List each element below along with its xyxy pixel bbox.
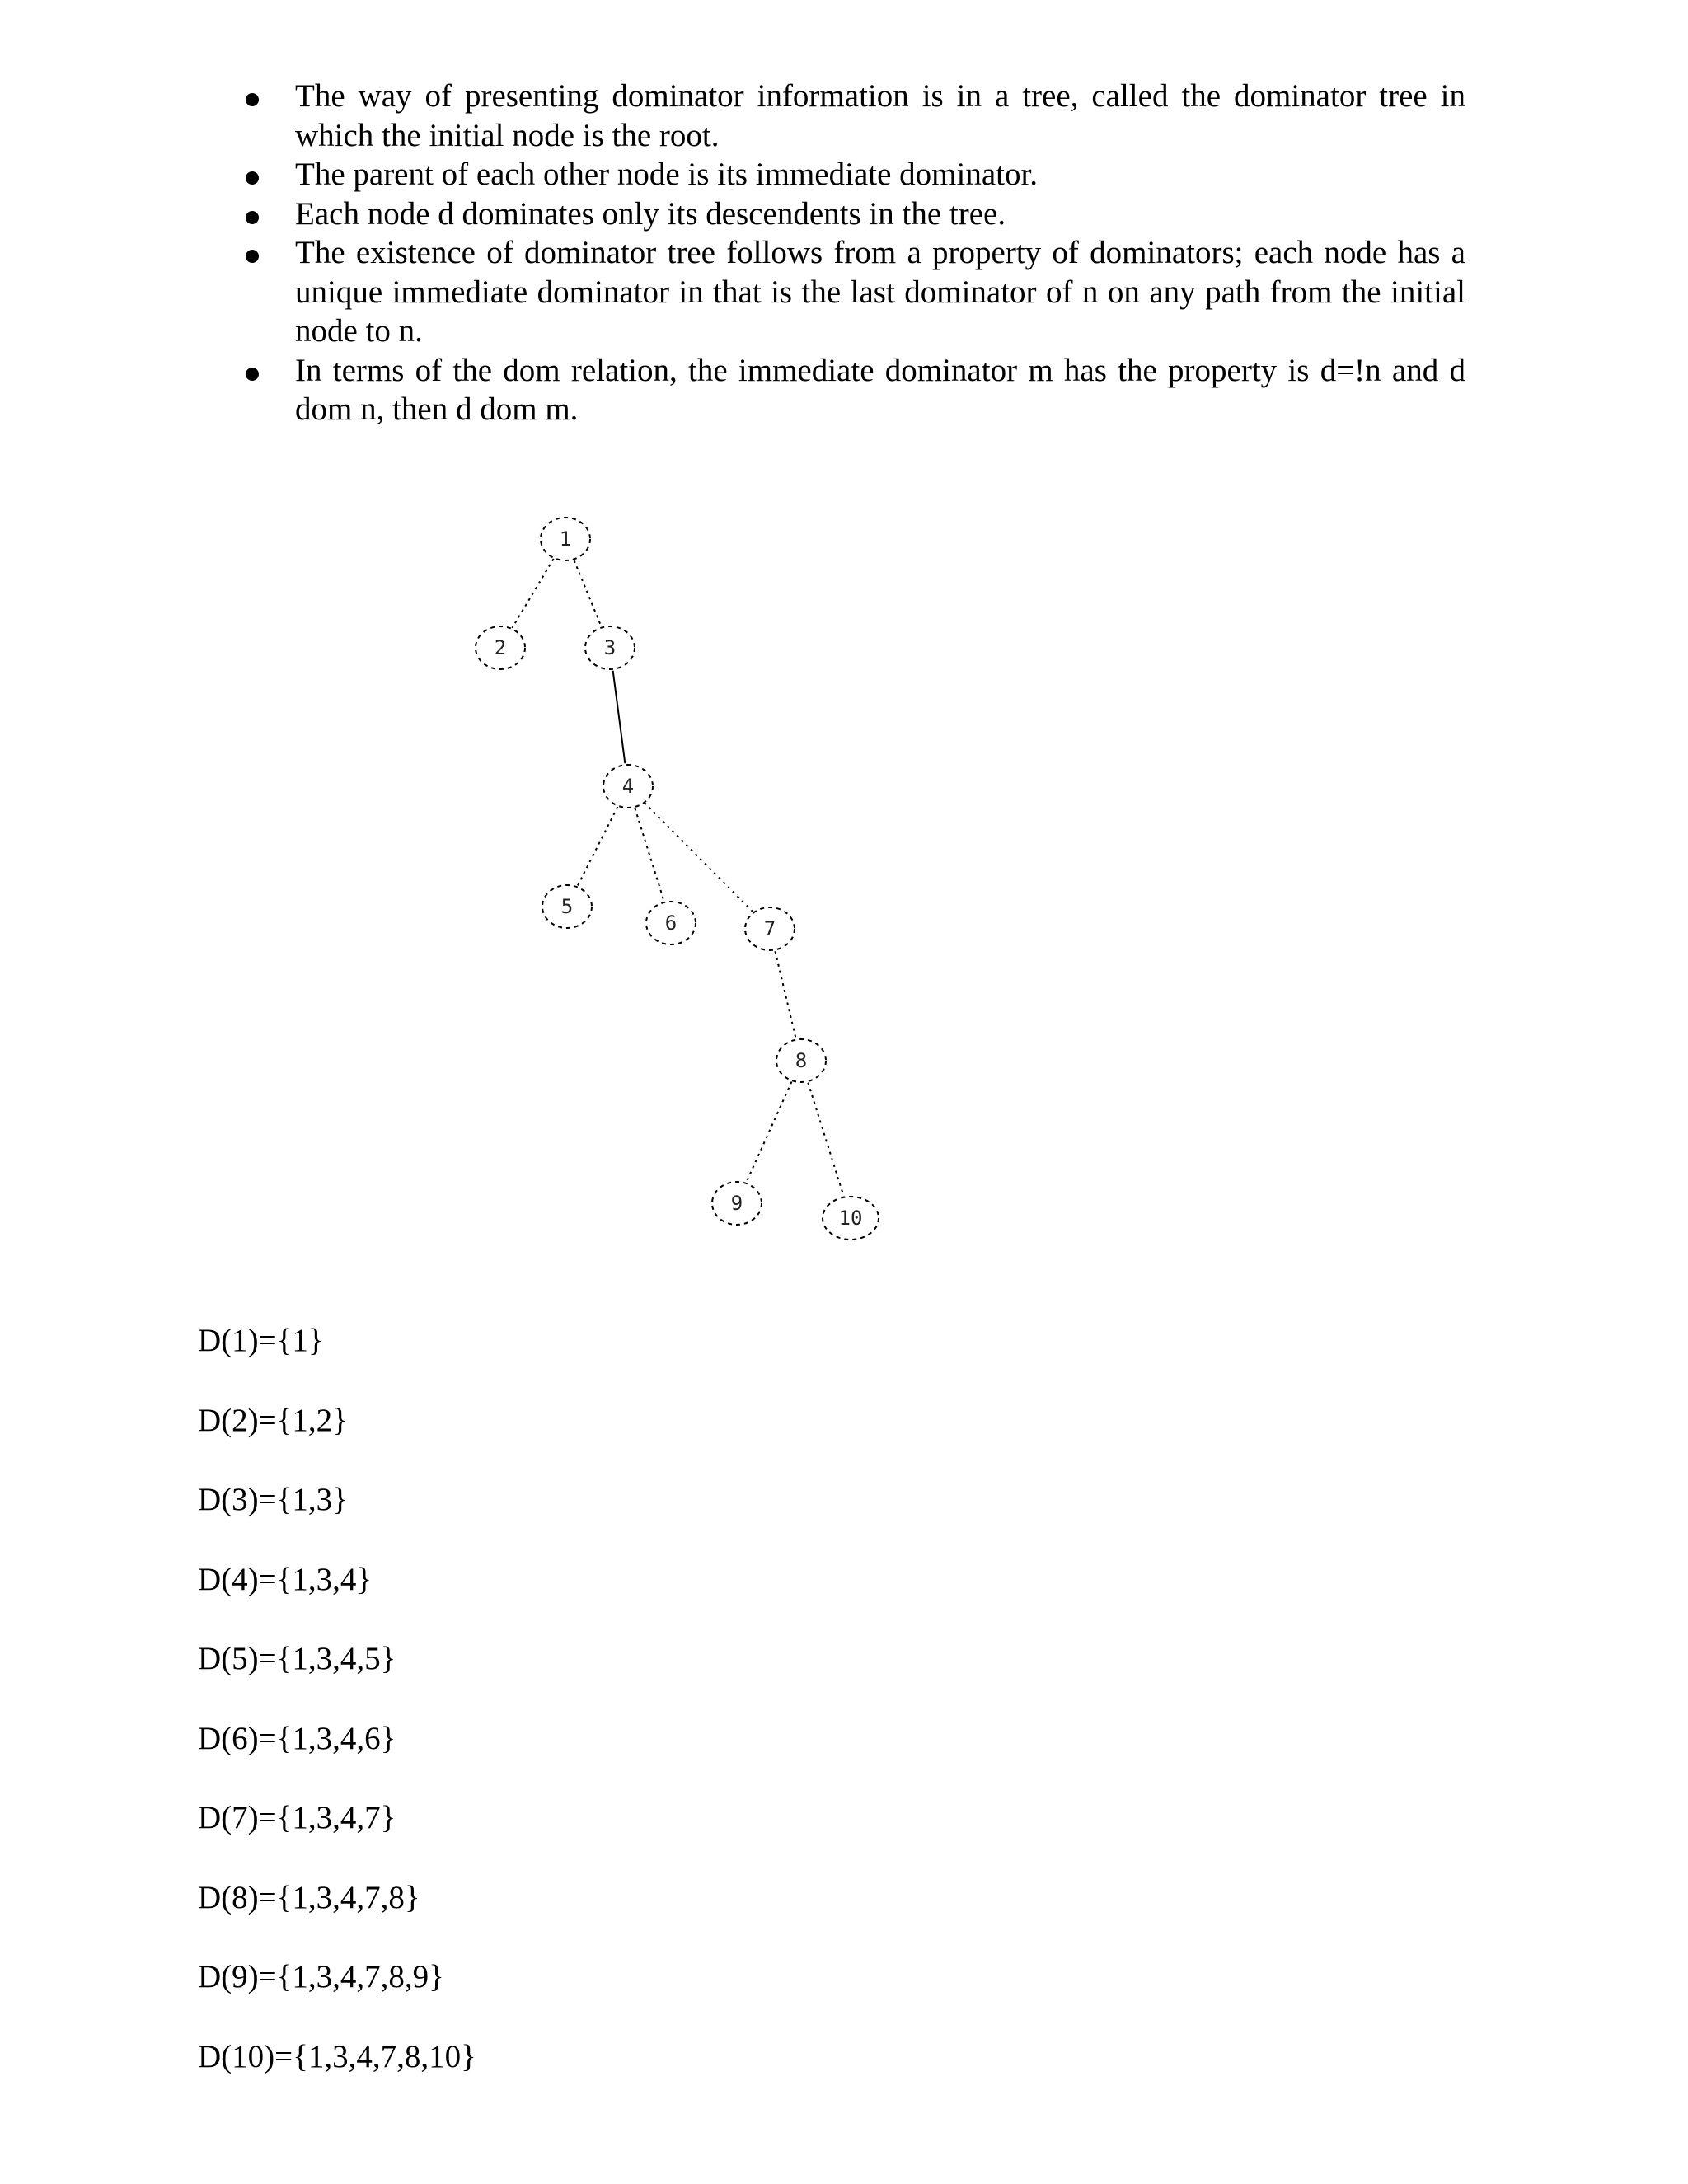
tree-edge — [635, 808, 663, 902]
tree-node-label: 4 — [621, 775, 635, 798]
tree-edge — [775, 951, 795, 1038]
tree-edge — [512, 559, 553, 628]
bullet-text: The way of presenting dominator information is in a tree, called the dominator tree in which the initial node is the root. — [295, 78, 1465, 153]
tree-node — [585, 626, 635, 669]
bullet-dot — [246, 93, 259, 106]
tree-node-label: 8 — [795, 1049, 808, 1072]
bullet-item — [229, 77, 1465, 155]
dominator-set: D(4)={1,3,4} — [198, 1561, 373, 1597]
tree-node — [823, 1197, 879, 1240]
bullet-dot — [246, 368, 259, 381]
tree-node-label: 7 — [763, 917, 776, 940]
tree-node — [476, 626, 525, 669]
tree-edge — [578, 807, 618, 886]
tree-node — [541, 518, 590, 560]
dominator-set: D(7)={1,3,4,7} — [198, 1800, 396, 1835]
bullet-text: Each node d dominates only its descendents in the tree. — [295, 195, 1006, 232]
dominator-set: D(10)={1,3,4,7,8,10} — [198, 2038, 476, 2074]
tree-node — [603, 765, 653, 808]
tree-node — [712, 1182, 762, 1225]
tree-edge — [808, 1083, 843, 1197]
tree-edge — [645, 803, 754, 912]
dominator-set: D(3)={1,3} — [198, 1482, 348, 1517]
dominator-set: D(2)={1,2} — [198, 1402, 348, 1438]
bullet-item — [229, 233, 1465, 351]
tree-node — [776, 1039, 826, 1082]
tree-node-label: 9 — [730, 1192, 743, 1215]
bullet-dot — [246, 171, 259, 185]
bullet-list — [229, 77, 1465, 429]
tree-node-label: 2 — [494, 636, 507, 659]
bullet-dot — [246, 211, 259, 224]
tree-edge — [574, 560, 602, 626]
dominator-tree-diagram — [445, 503, 907, 1244]
dominator-set: D(8)={1,3,4,7,8} — [198, 1879, 420, 1915]
bullet-item — [229, 194, 1465, 234]
dominator-set-list — [198, 1320, 476, 2116]
tree-edges — [512, 559, 843, 1196]
tree-node-label: 1 — [559, 527, 572, 551]
tree-node-label: 6 — [664, 912, 678, 935]
dominator-set: D(6)={1,3,4,6} — [198, 1720, 396, 1756]
tree-edge — [613, 671, 626, 763]
tree-node — [745, 907, 795, 950]
tree-nodes — [476, 518, 879, 1240]
dominator-set: D(1)={1} — [198, 1323, 324, 1358]
tree-node — [646, 902, 696, 944]
bullet-text: The parent of each other node is its immediate dominator. — [295, 157, 1039, 192]
bullet-item — [229, 351, 1465, 429]
tree-node — [542, 885, 592, 928]
bullet-dot — [246, 250, 259, 263]
bullet-text: The existence of dominator tree follows from a property of dominators; each node has a unique immediate dominator in that is the last dominator of n on any path from the initial node to n. — [295, 235, 1465, 349]
tree-edge — [747, 1082, 792, 1183]
tree-node-label: 3 — [603, 636, 617, 659]
bullet-item — [229, 155, 1465, 194]
tree-node-label: 10 — [838, 1207, 863, 1230]
bullet-text: In terms of the dom relation, the immediate dominator m has the property is d=!n and d dom n, then d dom m. — [295, 352, 1465, 427]
dominator-set: D(9)={1,3,4,7,8,9} — [198, 1959, 444, 1994]
tree-node-label: 5 — [560, 895, 574, 918]
dominator-set: D(5)={1,3,4,5} — [198, 1641, 396, 1676]
